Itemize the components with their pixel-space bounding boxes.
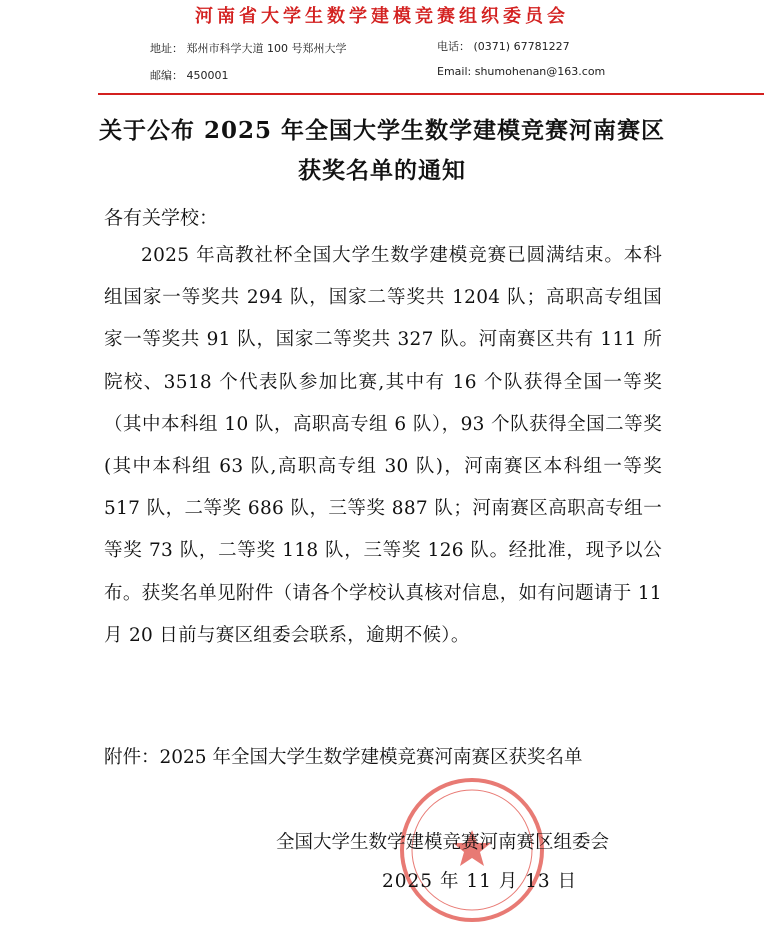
address-line [150, 40, 347, 56]
email-value: shumohenan@163.com [474, 65, 606, 78]
notice-title-line-1: 关于公布 2025 年全国大学生数学建模竞赛河南赛区 [98, 117, 666, 144]
postcode-label: 邮编： [150, 69, 183, 82]
postcode-value: 450001 [186, 69, 229, 82]
email-label: Email: [437, 65, 472, 78]
phone-value: (0371) 67781227 [473, 40, 570, 53]
letterhead-divider [98, 93, 764, 95]
org-name-header: 河南省大学生数学建模竞赛组织委员会 [195, 6, 569, 27]
notice-body: 2025 年高教社杯全国大学生数学建模竞赛已圆满结束。本科组国家一等奖共 294 队，国家二等奖共 1204 队；高职高专组国家一等奖共 91 队，国家二等奖共 327 队。河南赛区共有 111 所院校、3518 个代表队参加比赛,其中有 16 个队获得全国一等奖（其中本科组 10 队，高职高专组 6 队），93 个队获得全国二等奖(其中本科组 63 队,高职高专组 30 队)，河南赛区本科组一等奖 517 队，二等奖 686 队，三等奖 887 队；河南赛区高职高专组一等奖 73 队，二等奖 118 队，三等奖 126 队。经批准，现予以公布。获奖名单见附件（请各个学校认真核对信息，如有问题请于 11 月 20 日前与赛区组委会联系，逾期不候）。 [104, 245, 662, 646]
signature-org: 全国大学生数学建模竞赛河南赛区组委会 [276, 832, 610, 853]
postcode-line [150, 67, 229, 83]
attachment-line: 附件：2025 年全国大学生数学建模竞赛河南赛区获奖名单 [104, 747, 583, 768]
salutation: 各有关学校： [104, 207, 219, 229]
notice-title-line-2: 获奖名单的通知 [298, 157, 466, 184]
signature-date: 2025 年 11 月 13 日 [382, 871, 578, 892]
phone-line [437, 38, 570, 54]
email-line [437, 65, 605, 78]
phone-label: 电话： [437, 40, 470, 53]
address-label: 地址： [150, 42, 183, 55]
address-value: 郑州市科学大道 100 号郑州大学 [186, 42, 347, 55]
